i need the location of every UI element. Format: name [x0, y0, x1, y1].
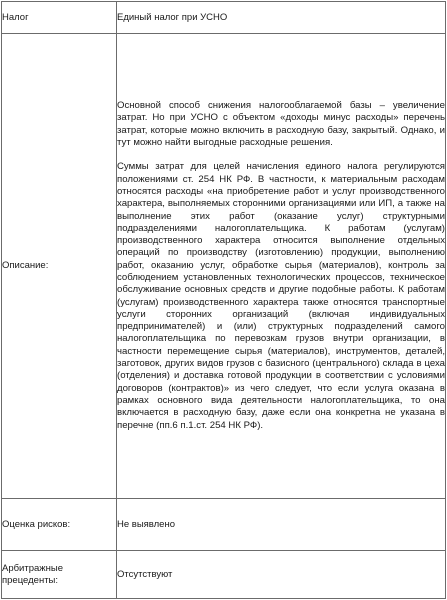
table-row-arbitration [2, 551, 446, 599]
table-row-tax [2, 2, 446, 34]
risk-label: Оценка рисков: [2, 499, 117, 551]
tax-label: Налог [2, 2, 117, 34]
description-label: Описание: [2, 34, 117, 499]
description-cell [117, 34, 446, 499]
description-paragraph-2: Суммы затрат для целей начисления единого налога регулируются положениями ст. 254 НК РФ. В частности, к материальным расходам относятся расходы «на приобретение работ и услуг производственного характера, выполняемых сторонними организациями или ИП, а также на выполнение этих работ (оказание услуг) структурными подразделениями налогоплательщика. К работам (услугам) производственного характера относится выполнение отдельных операций по производству (изготовлению) продукции, выполнению работ, оказанию услуг, обработке сырья (материалов), контроль за соблюдением установленных технологических процессов, техническое обслуживание основных средств и другие подобные работы. К работам (услугам) производственного характера также относятся транспортные услуги сторонних организаций (включая индивидуальных предпринимателей) и (или) структурных подразделений самого налогоплательщика по перевозкам грузов внутри организации, в частности перемещение сырья (материалов), инструментов, деталей, заготовок, других видов грузов с базисного (центрального) склада в цеха (отделения) и доставка готовой продукции в соответствии с условиями договоров (контрактов)» из чего следует, что если услуга оказана в рамках основного вида деятельности налогоплательщика, то она включается в расходную базу, даже если она конкретна не указана в перечне (пп.6 п.1.ст. 254 НК РФ). [117, 161, 445, 431]
table-row-description [2, 34, 446, 499]
table-row-risk [2, 499, 446, 551]
tax-value: Единый налог при УСНО [117, 2, 446, 34]
arbitration-label: Арбитражные прецеденты: [2, 551, 117, 599]
description-paragraph-1: Основной способ снижения налогооблагаемой базы – увеличение затрат. Но при УСНО с объектом «доходы минус расходы» перечень затрат, которые можно включить в расходную базу, закрытый. Однако, и тут можно найти выгодные расходные решения. [117, 100, 445, 149]
risk-value: Не выявлено [117, 499, 446, 551]
arbitration-value: Отсутствуют [117, 551, 446, 599]
tax-info-table [1, 1, 446, 599]
